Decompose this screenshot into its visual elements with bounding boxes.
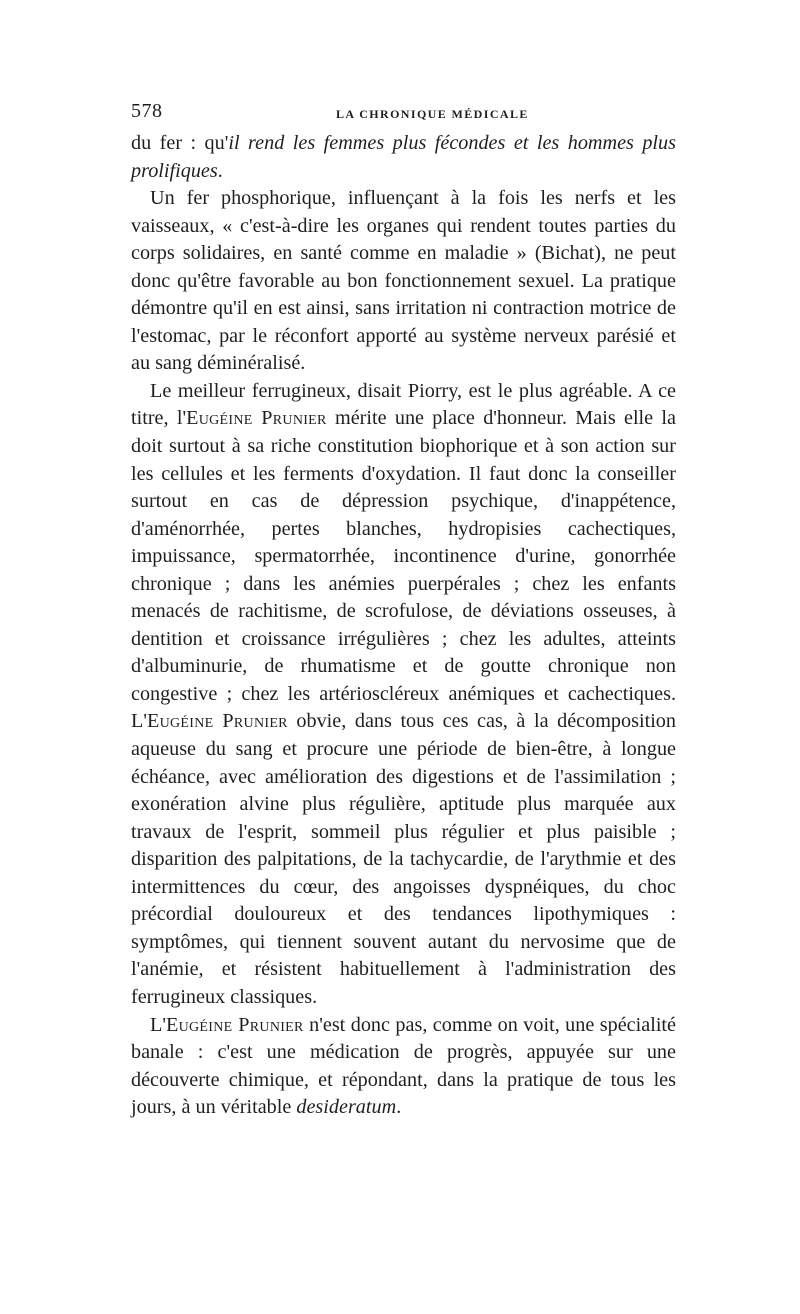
paragraph-3-text-a: Le meilleur ferrugineux, disait Piorry, est le plus agréable. A ce titre, l' [131,379,676,430]
paragraph-1-end: . [217,159,223,182]
product-name: Eugéine Prunier [146,710,288,733]
product-name: Eugéine Prunier [186,407,327,430]
paragraph-4-text-a: L' [150,1013,166,1036]
paragraph-4 [131,1012,676,1122]
paragraph-2: Un fer phosphorique, influençant à la fois les nerfs et les vaisseaux, « c'est-à-dire les organes qui rendent toutes parties du corps solidaires, en santé comme en maladie » (Bichat), ne peut donc qu'être favorable au bon fonctionnement sexuel. La pratique démontre qu'il en est ainsi, sans irritation ni contraction motrice de l'estomac, par le réconfort apporté au système nerveux parésié et au sang déminéralisé. [131,187,676,375]
page-number: 578 [131,100,163,122]
product-name: Eugéine Prunier [165,1013,304,1036]
italic-term: desideratum [296,1096,397,1119]
page-header [131,100,675,130]
paragraph-1-italic-quote: il rend les femmes plus fécondes et les hommes plus prolifiques [131,132,676,182]
paragraph-4-text-b: n'est donc pas, comme on voit, une spécialité banale : c'est une médication de progrès, appuyée sur une découverte chimique, et répondant, dans la pratique de tous les jours, à un véritable [131,1013,677,1119]
paragraph-3 [131,378,676,1012]
paragraph-1 [131,130,676,185]
body-text [131,130,676,1122]
paragraph-1-text: du fer : qu' [131,132,229,154]
paragraph-3-text-c: obvie, dans tous ces cas, à la décomposition aqueuse du sang et procure une période de bien-être, à longue échéance, avec amélioration des digestions et de l'assimilation ; exonération alvine plus régulière, aptitude plus marquée aux travaux de l'esprit, sommeil plus régulier et plus paisible ; disparition des palpitations, de la tachycardie, de l'arythmie et des intermittences du cœur, des angoisses dyspnéiques, du choc précordial douloureux et des tendances lipothymiques : symptômes, qui tiennent souvent autant du nervosime que de l'anémie, et résistent habituellement à l'administration des ferrugineux classiques. [131,710,676,1008]
paragraph-4-end: . [396,1096,402,1119]
paragraph-3-text-b: mérite une place d'honneur. Mais elle la doit surtout à sa riche constitution biophorique et à son action sur les cellules et les ferments d'oxydation. Il faut donc la conseiller surtout en cas de dépression psychique, d'inappétence, d'aménorrhée, pertes blanches, hydropisies cachectiques, impuissance, spermatorrhée, incontinence d'urine, gonorrhée chronique ; dans les anémies puerpérales ; chez les enfants menacés de rachitisme, de scrofulose, de déviations osseuses, à dentition et croissance irrégulières ; chez les adultes, atteints d'albuminurie, de rhumatisme et de goutte chronique non congestive ; chez les artérioscléreux anémiques et cachectiques. L' [131,407,676,733]
running-title: LA CHRONIQUE MÉDICALE [336,107,529,121]
